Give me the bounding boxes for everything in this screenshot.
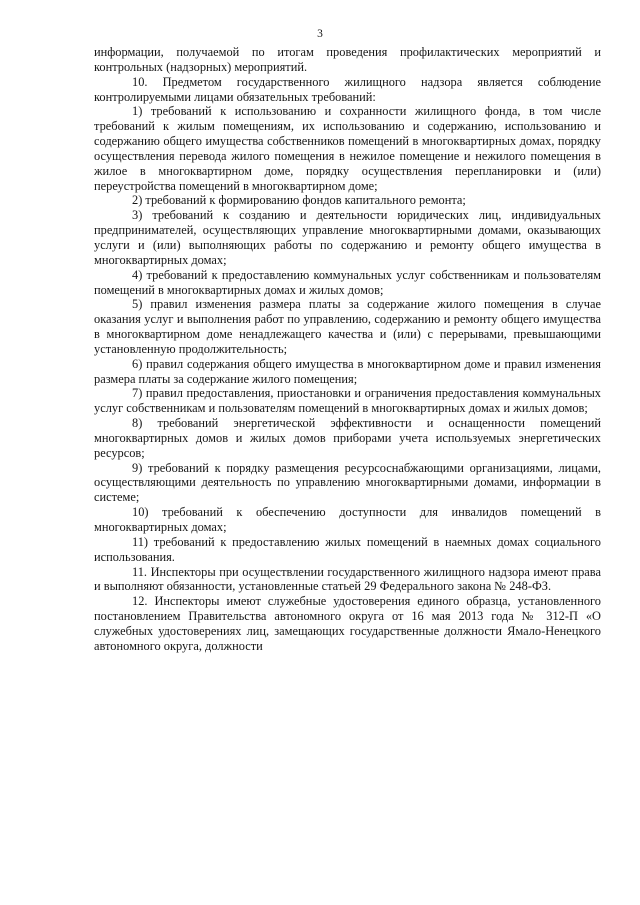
paragraph-continuation: информации, получаемой по итогам проведения профилактических мероприятий и контрольных (надзорных) мероприятий. [94,45,601,74]
paragraph-subitem-2: 2) требований к формированию фондов капитального ремонта; [132,193,466,208]
paragraph-subitem-6: 6) правил содержания общего имущества в многоквартирном доме и правил изменения размера платы за содержание жилого помещения; [94,356,601,386]
paragraph-subitem-3: 3) требований к созданию и деятельности юридических лиц, индивидуальных предпринимателей, осуществляющих управление многоквартирными домами, оказывающих услуги и (или) выполняющих работы по содержанию и ремонту общего имущества в многоквартирных домах; [94,208,601,267]
paragraph-subitem-7: 7) правил предоставления, приостановки и ограничения предоставления коммунальных услуг собственникам и пользователям помещений в многоквартирных домах и жилых домов; [94,386,601,416]
paragraph-subitem-1: 1) требований к использованию и сохранности жилищного фонда, в том числе требований к жилым помещениям, их использованию и содержанию, использованию и содержанию общего имущества собственников помещений в многоквартирных домах, порядку осуществления перевода жилого помещения в нежилое помещение и нежилого помещения в жилое в многоквартирном доме, порядку осуществления перепланировки и (или) переустройства помещений в многоквартирном доме; [94,104,601,193]
page-number: 3 [317,28,323,40]
paragraph-subitem-9: 9) требований к порядку размещения ресурсоснабжающими организациями, лицами, осуществляющими деятельность по управлению многоквартирными домами, информации в системе; [94,460,601,505]
document-body [94,45,601,654]
paragraph-item-10: 10. Предметом государственного жилищного надзора является соблюдение контролируемыми лицами обязательных требований: [94,74,601,104]
paragraph-subitem-8: 8) требований энергетической эффективности и оснащенности помещений многоквартирных домов и жилых домов приборами учета используемых энергетических ресурсов; [94,416,601,460]
paragraph-item-12: 12. Инспекторы имеют служебные удостоверения единого образца, установленного постановлением Правительства автономного округа от 16 мая 2013 года № 312-П «О служебных удостоверениях лиц, замещающих государственные должности Ямало-Ненецкого автономного округа, должности [94,594,601,653]
paragraph-subitem-11: 11) требований к предоставлению жилых помещений в наемных домах социального использования. [94,534,601,564]
paragraph-subitem-4: 4) требований к предоставлению коммунальных услуг собственникам и пользователям помещений в многоквартирных домах и жилых домов; [94,267,601,297]
paragraph-subitem-10: 10) требований к обеспечению доступности для инвалидов помещений в многоквартирных домах; [94,505,601,534]
paragraph-item-11: 11. Инспекторы при осуществлении государственного жилищного надзора имеют права и выполняют обязанности, установленные статьей 29 Федерального закона № 248-ФЗ. [94,564,601,594]
paragraph-subitem-5: 5) правил изменения размера платы за содержание жилого помещения в случае оказания услуг и выполнения работ по управлению, содержанию и ремонту общего имущества в многоквартирном доме ненадлежащего качества и (или) с перерывами, превышающими установленную продолжительность; [94,297,601,356]
